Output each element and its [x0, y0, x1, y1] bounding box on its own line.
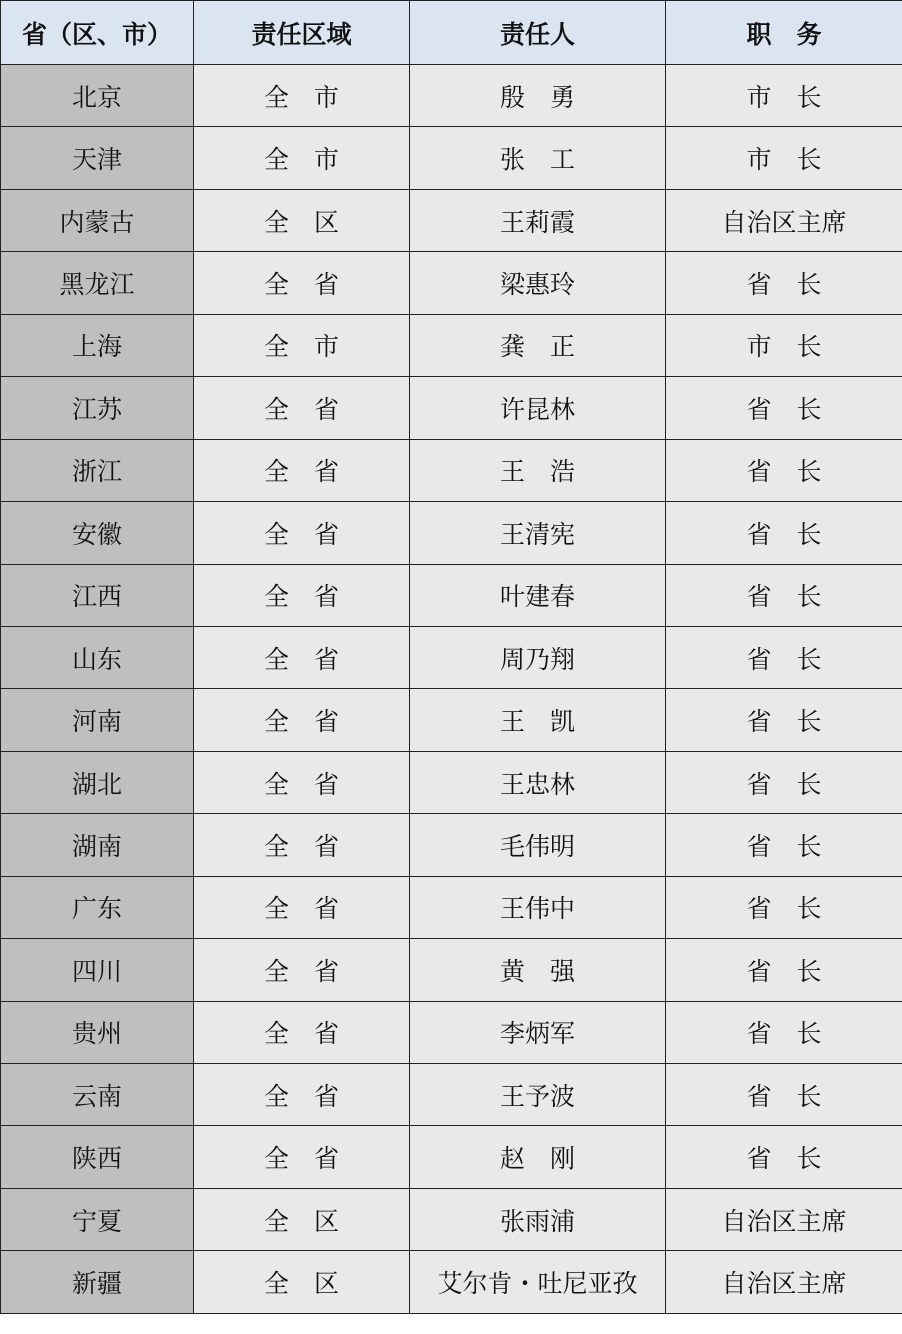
table-row: [1, 127, 902, 189]
table-row: [1, 564, 902, 626]
table-row: [1, 439, 902, 501]
province-cell: 江西: [1, 564, 194, 626]
area-cell: 全 省: [194, 1064, 410, 1126]
person-cell: 梁惠玲: [410, 252, 666, 314]
province-cell: 广东: [1, 876, 194, 938]
position-cell: 省 长: [666, 377, 902, 439]
person-cell: 王 凯: [410, 689, 666, 751]
province-cell: 河南: [1, 689, 194, 751]
table-row: [1, 939, 902, 1001]
area-cell: 全 市: [194, 314, 410, 376]
table-row: [1, 1188, 902, 1250]
person-cell: 许昆林: [410, 377, 666, 439]
area-cell: 全 区: [194, 1251, 410, 1313]
table-row: [1, 314, 902, 376]
area-cell: 全 市: [194, 65, 410, 127]
position-cell: 省 长: [666, 502, 902, 564]
area-cell: 全 市: [194, 127, 410, 189]
area-cell: 全 省: [194, 939, 410, 1001]
table-row: [1, 689, 902, 751]
table-row: [1, 876, 902, 938]
table-row: [1, 1064, 902, 1126]
person-cell: 张 工: [410, 127, 666, 189]
area-cell: 全 省: [194, 751, 410, 813]
position-cell: 省 长: [666, 626, 902, 688]
area-cell: 全 省: [194, 439, 410, 501]
province-cell: 陕西: [1, 1126, 194, 1188]
person-cell: 王予波: [410, 1064, 666, 1126]
person-cell: 王 浩: [410, 439, 666, 501]
person-cell: 周乃翔: [410, 626, 666, 688]
province-cell: 天津: [1, 127, 194, 189]
header-position: 职 务: [666, 1, 902, 65]
header-person: 责任人: [410, 1, 666, 65]
person-cell: 龚 正: [410, 314, 666, 376]
province-cell: 湖北: [1, 751, 194, 813]
area-cell: 全 区: [194, 1188, 410, 1250]
province-cell: 黑龙江: [1, 252, 194, 314]
position-cell: 省 长: [666, 439, 902, 501]
table-row: [1, 377, 902, 439]
person-cell: 王莉霞: [410, 189, 666, 251]
position-cell: 省 长: [666, 1001, 902, 1063]
province-cell: 山东: [1, 626, 194, 688]
area-cell: 全 省: [194, 377, 410, 439]
position-cell: 市 长: [666, 314, 902, 376]
province-cell: 内蒙古: [1, 189, 194, 251]
province-cell: 江苏: [1, 377, 194, 439]
header-row: [1, 1, 902, 65]
person-cell: 殷 勇: [410, 65, 666, 127]
table-row: [1, 252, 902, 314]
province-cell: 北京: [1, 65, 194, 127]
position-cell: 省 长: [666, 876, 902, 938]
table-row: [1, 1251, 902, 1313]
table-header: [1, 1, 902, 65]
position-cell: 自治区主席: [666, 1251, 902, 1313]
table-row: [1, 65, 902, 127]
position-cell: 省 长: [666, 252, 902, 314]
province-cell: 湖南: [1, 814, 194, 876]
table-row: [1, 189, 902, 251]
table-row: [1, 814, 902, 876]
position-cell: 自治区主席: [666, 1188, 902, 1250]
province-cell: 浙江: [1, 439, 194, 501]
header-area: 责任区域: [194, 1, 410, 65]
province-cell: 上海: [1, 314, 194, 376]
area-cell: 全 省: [194, 626, 410, 688]
province-cell: 云南: [1, 1064, 194, 1126]
province-cell: 安徽: [1, 502, 194, 564]
area-cell: 全 省: [194, 814, 410, 876]
position-cell: 省 长: [666, 1126, 902, 1188]
table-row: [1, 1126, 902, 1188]
area-cell: 全 区: [194, 189, 410, 251]
person-cell: 赵 刚: [410, 1126, 666, 1188]
area-cell: 全 省: [194, 564, 410, 626]
province-cell: 四川: [1, 939, 194, 1001]
position-cell: 市 长: [666, 127, 902, 189]
table-body: [1, 65, 902, 1314]
person-cell: 叶建春: [410, 564, 666, 626]
person-cell: 王伟中: [410, 876, 666, 938]
position-cell: 省 长: [666, 751, 902, 813]
province-cell: 新疆: [1, 1251, 194, 1313]
person-cell: 艾尔肯・吐尼亚孜: [410, 1251, 666, 1313]
position-cell: 省 长: [666, 1064, 902, 1126]
person-cell: 王忠林: [410, 751, 666, 813]
position-cell: 省 长: [666, 939, 902, 1001]
table-row: [1, 751, 902, 813]
province-cell: 宁夏: [1, 1188, 194, 1250]
area-cell: 全 省: [194, 689, 410, 751]
position-cell: 省 长: [666, 689, 902, 751]
province-cell: 贵州: [1, 1001, 194, 1063]
area-cell: 全 省: [194, 1126, 410, 1188]
position-cell: 省 长: [666, 814, 902, 876]
table-row: [1, 1001, 902, 1063]
person-cell: 黄 强: [410, 939, 666, 1001]
person-cell: 张雨浦: [410, 1188, 666, 1250]
person-cell: 王清宪: [410, 502, 666, 564]
position-cell: 省 长: [666, 564, 902, 626]
area-cell: 全 省: [194, 502, 410, 564]
table-row: [1, 502, 902, 564]
position-cell: 市 长: [666, 65, 902, 127]
person-cell: 李炳军: [410, 1001, 666, 1063]
position-cell: 自治区主席: [666, 189, 902, 251]
table-row: [1, 626, 902, 688]
header-province: 省（区、市）: [1, 1, 194, 65]
area-cell: 全 省: [194, 1001, 410, 1063]
person-cell: 毛伟明: [410, 814, 666, 876]
area-cell: 全 省: [194, 876, 410, 938]
area-cell: 全 省: [194, 252, 410, 314]
